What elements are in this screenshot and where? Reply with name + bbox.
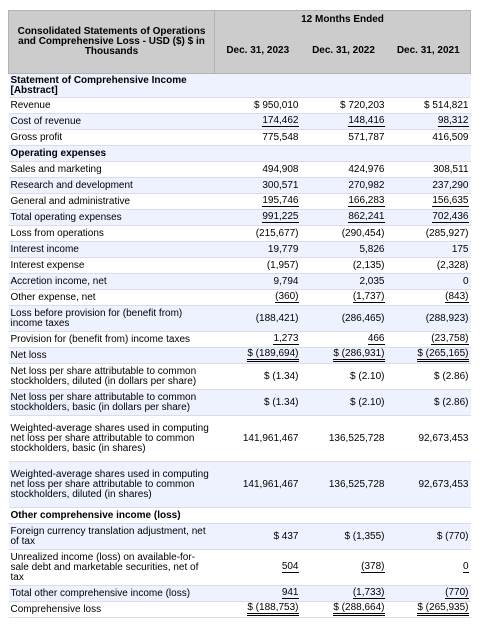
row-label: Other expense, net <box>9 290 215 306</box>
value-2023 <box>215 226 301 242</box>
cell-value: (188,421) <box>255 312 299 324</box>
value-2022 <box>301 210 387 226</box>
value-2022 <box>301 146 387 162</box>
row-label: Net loss per share attributable to common stockholders, basic (in dollars per share) <box>9 390 215 416</box>
value-2023 <box>215 98 301 114</box>
cell-value: $ 514,821 <box>424 99 469 111</box>
value-2022 <box>301 274 387 290</box>
value-2022 <box>301 258 387 274</box>
value-2022 <box>301 290 387 306</box>
row-label: Net loss per share attributable to common stockholders, diluted (in dollars per share) <box>9 364 215 390</box>
cell-value: (1,733) <box>352 587 385 598</box>
value-2021 <box>387 332 471 348</box>
cell-value: 2,035 <box>359 275 385 287</box>
cell-value: 92,673,453 <box>418 478 469 490</box>
cell-value: $ (2.86) <box>434 370 469 382</box>
row-label: Cost of revenue <box>9 114 215 130</box>
table-row <box>9 290 471 306</box>
row-label: Total operating expenses <box>9 210 215 226</box>
row-label: Weighted-average shares used in computing net loss per share attributable to common stockholders, diluted (in shares) <box>9 462 215 508</box>
value-2021 <box>387 586 471 602</box>
table-row <box>9 226 471 242</box>
value-2023 <box>215 114 301 130</box>
row-label: Foreign currency translation adjustment, net of tax <box>9 524 215 550</box>
value-2022 <box>301 74 387 98</box>
cell-value: $ 950,010 <box>254 99 299 111</box>
value-2022 <box>301 306 387 332</box>
value-2022 <box>301 226 387 242</box>
table-row <box>9 194 471 210</box>
table-row <box>9 364 471 390</box>
value-2022 <box>301 364 387 390</box>
cell-value: 466 <box>367 333 385 344</box>
table-row <box>9 74 471 98</box>
cell-value: $ (265,935) <box>417 603 468 616</box>
row-label: Statement of Comprehensive Income [Abstract] <box>9 74 215 98</box>
value-2023 <box>215 508 301 524</box>
cell-value: (2,135) <box>352 259 385 271</box>
cell-value: $ (1,355) <box>344 530 385 542</box>
cell-value: (285,927) <box>425 227 469 239</box>
cell-value: 571,787 <box>348 131 385 143</box>
value-2021 <box>387 258 471 274</box>
value-2023 <box>215 306 301 332</box>
cell-value: 775,548 <box>262 131 299 143</box>
row-label: Interest income <box>9 242 215 258</box>
row-label: Accretion income, net <box>9 274 215 290</box>
cell-value: 300,571 <box>262 179 299 191</box>
value-2023 <box>215 602 301 618</box>
value-2022 <box>301 602 387 618</box>
cell-value: $ (286,931) <box>333 349 384 362</box>
column-header-2022: Dec. 31, 2022 <box>301 29 387 74</box>
cell-value: $ (2.10) <box>350 396 385 408</box>
row-label: Operating expenses <box>9 146 215 162</box>
cell-value: $ (1.34) <box>264 396 299 408</box>
row-label: Comprehensive loss <box>9 602 215 618</box>
value-2022 <box>301 550 387 586</box>
value-2023 <box>215 178 301 194</box>
table-row <box>9 306 471 332</box>
cell-value: (843) <box>445 291 469 302</box>
cell-value: $ (1.34) <box>264 370 299 382</box>
value-2021 <box>387 226 471 242</box>
cell-value: 504 <box>281 561 299 572</box>
value-2023 <box>215 258 301 274</box>
value-2021 <box>387 364 471 390</box>
cell-value: 494,908 <box>262 163 299 175</box>
statement-title: Consolidated Statements of Operations and Comprehensive Loss - USD ($) $ in Thousands <box>9 11 215 74</box>
value-2022 <box>301 508 387 524</box>
cell-value: 1,273 <box>273 333 299 344</box>
table-row <box>9 348 471 364</box>
value-2023 <box>215 462 301 508</box>
value-2022 <box>301 462 387 508</box>
value-2021 <box>387 306 471 332</box>
cell-value: $ (770) <box>436 530 469 542</box>
value-2023 <box>215 290 301 306</box>
value-2023 <box>215 210 301 226</box>
value-2023 <box>215 364 301 390</box>
value-2022 <box>301 130 387 146</box>
table-row <box>9 98 471 114</box>
cell-value: 0 <box>462 275 469 287</box>
row-label: Loss from operations <box>9 226 215 242</box>
value-2023 <box>215 390 301 416</box>
cell-value: 0 <box>462 561 469 572</box>
table-row <box>9 258 471 274</box>
value-2023 <box>215 242 301 258</box>
row-label: Gross profit <box>9 130 215 146</box>
value-2022 <box>301 524 387 550</box>
cell-value: 166,283 <box>348 195 385 206</box>
value-2021 <box>387 194 471 210</box>
cell-value: 416,509 <box>432 131 469 143</box>
cell-value: 5,826 <box>359 243 385 255</box>
cell-value: 195,746 <box>262 195 299 206</box>
value-2023 <box>215 348 301 364</box>
value-2023 <box>215 586 301 602</box>
table-row <box>9 416 471 462</box>
row-label: Interest expense <box>9 258 215 274</box>
cell-value: (286,465) <box>341 312 385 324</box>
cell-value: 92,673,453 <box>418 432 469 444</box>
cell-value: 156,635 <box>432 195 469 206</box>
value-2021 <box>387 348 471 364</box>
row-label: General and administrative <box>9 194 215 210</box>
cell-value: (288,923) <box>425 312 469 324</box>
value-2022 <box>301 586 387 602</box>
value-2023 <box>215 194 301 210</box>
value-2022 <box>301 162 387 178</box>
cell-value: 136,525,728 <box>328 432 385 444</box>
value-2021 <box>387 146 471 162</box>
table-row <box>9 524 471 550</box>
row-label: Provision for (benefit from) income taxes <box>9 332 215 348</box>
value-2021 <box>387 416 471 462</box>
financial-statement-table <box>8 10 471 618</box>
table-row <box>9 178 471 194</box>
value-2022 <box>301 332 387 348</box>
value-2021 <box>387 390 471 416</box>
cell-value: 237,290 <box>432 179 469 191</box>
cell-value: 98,312 <box>437 115 469 126</box>
value-2021 <box>387 98 471 114</box>
value-2022 <box>301 98 387 114</box>
value-2023 <box>215 274 301 290</box>
cell-value: (1,737) <box>352 291 385 302</box>
cell-value: (2,328) <box>436 259 469 271</box>
cell-value: $ (2.10) <box>350 370 385 382</box>
cell-value: 141,961,467 <box>242 432 299 444</box>
table-row <box>9 162 471 178</box>
value-2021 <box>387 130 471 146</box>
value-2023 <box>215 146 301 162</box>
table-row <box>9 130 471 146</box>
table-body <box>9 74 471 618</box>
table-row <box>9 210 471 226</box>
cell-value: $ 437 <box>273 530 299 542</box>
table-row <box>9 242 471 258</box>
table-row <box>9 550 471 586</box>
value-2023 <box>215 162 301 178</box>
cell-value: (23,758) <box>431 333 469 344</box>
table-row <box>9 586 471 602</box>
cell-value: 424,976 <box>348 163 385 175</box>
value-2021 <box>387 74 471 98</box>
value-2023 <box>215 416 301 462</box>
value-2021 <box>387 550 471 586</box>
value-2022 <box>301 114 387 130</box>
period-group-header: 12 Months Ended <box>215 11 471 30</box>
value-2023 <box>215 130 301 146</box>
value-2021 <box>387 178 471 194</box>
cell-value: $ (288,664) <box>333 603 384 616</box>
cell-value: 175 <box>451 243 469 255</box>
cell-value: (378) <box>361 561 385 572</box>
cell-value: 136,525,728 <box>328 478 385 490</box>
table-row <box>9 146 471 162</box>
value-2021 <box>387 508 471 524</box>
table-row <box>9 508 471 524</box>
value-2022 <box>301 416 387 462</box>
value-2021 <box>387 462 471 508</box>
cell-value: $ (265,165) <box>417 349 468 362</box>
value-2023 <box>215 550 301 586</box>
value-2023 <box>215 524 301 550</box>
cell-value: 941 <box>281 587 299 598</box>
cell-value: 702,436 <box>432 211 469 222</box>
value-2021 <box>387 274 471 290</box>
table-row <box>9 332 471 348</box>
cell-value: 862,241 <box>348 211 385 222</box>
table-row <box>9 114 471 130</box>
value-2023 <box>215 74 301 98</box>
column-header-2023: Dec. 31, 2023 <box>215 29 301 74</box>
value-2021 <box>387 162 471 178</box>
cell-value: (770) <box>445 587 469 598</box>
row-label: Other comprehensive income (loss) <box>9 508 215 524</box>
value-2023 <box>215 332 301 348</box>
cell-value: (360) <box>275 291 299 302</box>
cell-value: $ (188,753) <box>247 603 298 616</box>
table-row <box>9 462 471 508</box>
value-2021 <box>387 602 471 618</box>
cell-value: $ 720,203 <box>340 99 385 111</box>
cell-value: 308,511 <box>433 163 469 175</box>
table-row <box>9 390 471 416</box>
table-row <box>9 602 471 618</box>
cell-value: (215,677) <box>255 227 299 239</box>
row-label: Net loss <box>9 348 215 364</box>
header-row-top <box>9 11 471 30</box>
column-header-2021: Dec. 31, 2021 <box>387 29 471 74</box>
value-2022 <box>301 390 387 416</box>
table-row <box>9 274 471 290</box>
cell-value: 174,462 <box>262 115 299 126</box>
row-label: Revenue <box>9 98 215 114</box>
cell-value: $ (2.86) <box>434 396 469 408</box>
value-2021 <box>387 114 471 130</box>
row-label: Weighted-average shares used in computing net loss per share attributable to common stockholders, basic (in shares) <box>9 416 215 462</box>
cell-value: $ (189,694) <box>247 349 298 362</box>
value-2021 <box>387 210 471 226</box>
row-label: Loss before provision for (benefit from) income taxes <box>9 306 215 332</box>
cell-value: 9,794 <box>273 275 299 287</box>
cell-value: 991,225 <box>262 211 299 222</box>
cell-value: 19,779 <box>267 243 299 255</box>
cell-value: 141,961,467 <box>242 478 299 490</box>
value-2022 <box>301 348 387 364</box>
row-label: Total other comprehensive income (loss) <box>9 586 215 602</box>
cell-value: 148,416 <box>348 115 385 126</box>
cell-value: (290,454) <box>341 227 385 239</box>
row-label: Sales and marketing <box>9 162 215 178</box>
value-2021 <box>387 290 471 306</box>
value-2022 <box>301 178 387 194</box>
value-2022 <box>301 194 387 210</box>
row-label: Research and development <box>9 178 215 194</box>
value-2022 <box>301 242 387 258</box>
cell-value: 270,982 <box>348 179 385 191</box>
row-label: Unrealized income (loss) on available-for-sale debt and marketable securities, net of tax <box>9 550 215 586</box>
cell-value: (1,957) <box>266 259 299 271</box>
value-2021 <box>387 242 471 258</box>
value-2021 <box>387 524 471 550</box>
